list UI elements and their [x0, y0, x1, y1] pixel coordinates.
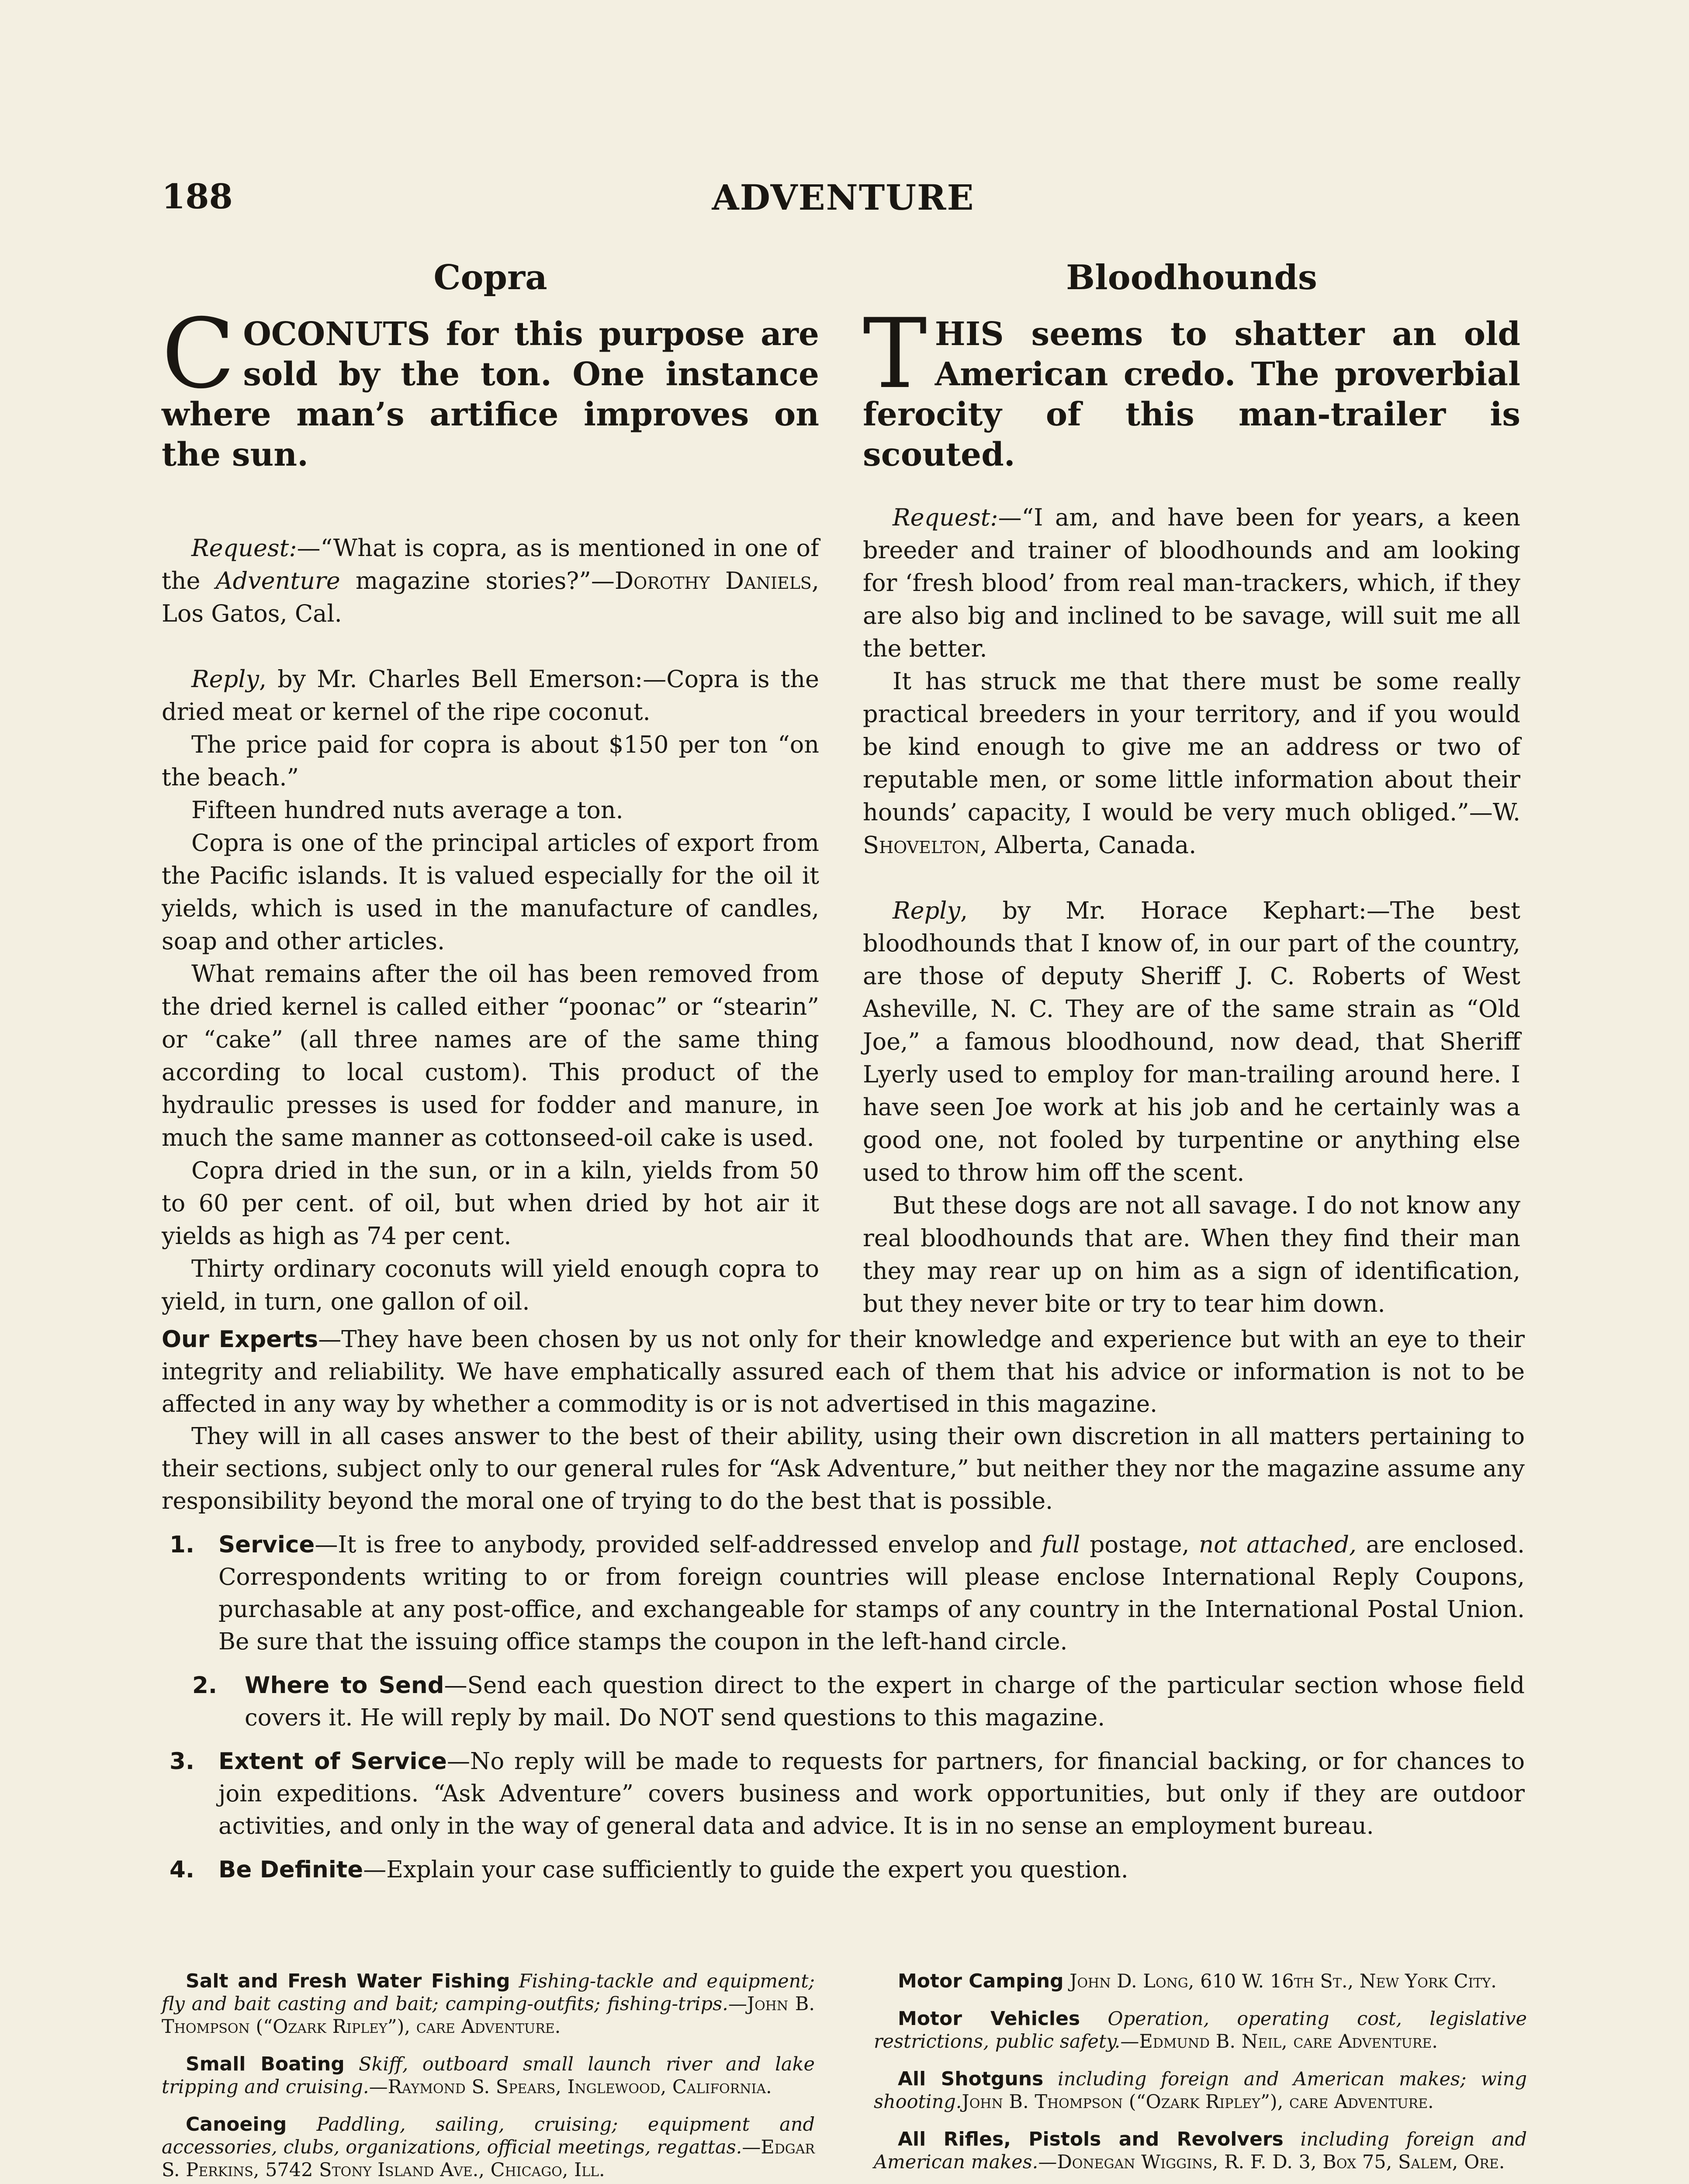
entry-description: including foreign and American makes. [874, 2129, 1527, 2173]
request-label: Request: [893, 504, 998, 531]
rule-text: —It is free to anybody, provided self-addressed envelop and [315, 1531, 1042, 1558]
copra-paragraph: Copra dried in the sun, or in a kiln, yields from 50 to 60 per cent. of oil, but when dried by hot air it yields as high as 74 per cent. [162, 1157, 819, 1250]
bloodhounds-request-2 [863, 665, 1520, 861]
rule-text: —No reply will be made to requests for partners, for financial backing, or for chances to join expeditions. “Ask Adventure” covers business and work opportunities, but only if they are outdoor activities, and only in the way of general data and advice. It is in no sense an employment bureau. [218, 1748, 1525, 1839]
request-text: —“I am, and have been for years, a keen breeder and trainer of bloodhounds and am looking for ‘fresh blood’ from real man-trackers, which, if they are also big and inclined to be savage, will suit me all the better. [863, 504, 1520, 662]
directory-entry [874, 2008, 1527, 2053]
bloodhounds-request [863, 501, 1520, 665]
rule-extent-of-service [162, 1745, 1525, 1842]
rule-number: 3. [170, 1748, 195, 1775]
copra-dropcap: C [162, 298, 235, 410]
rule-emphasis: full [1042, 1531, 1080, 1558]
bloodhounds-intro-text: HIS seems to shatter an old American credo. The proverbial ferocity of this man-trailer is scouted. [863, 315, 1520, 473]
entry-heading: Salt and Fresh Water Fishing [186, 1970, 510, 1992]
rule-lead: Where to Send [245, 1672, 444, 1699]
entry-heading: Motor Vehicles [898, 2008, 1080, 2030]
directory-entry [162, 1970, 815, 2038]
entry-expert: —Edgar S. Perkins, 5742 Stony Island Ave., Chicago, Ill. [162, 2136, 815, 2181]
bloodhounds-dropcap: T [863, 298, 927, 410]
copra-column [162, 258, 819, 1318]
copra-paragraph: Copra is one of the principal articles of export from the Pacific islands. It is valued especially for the oil it yields, which is used in the manufacture of candles, soap and other articles. [162, 829, 819, 955]
rule-be-definite [162, 1854, 1525, 1886]
entry-heading: Motor Camping [898, 1970, 1064, 1992]
entry-description: Paddling, sailing, cruising; equipment and accessories, clubs, organizations, official meetings, regattas. [162, 2114, 815, 2158]
copra-intro-text: OCONUTS for this purpose are sold by the ton. One instance where man’s artifice improves on the sun. [162, 315, 819, 473]
entry-expert: —Donegan Wiggins, R. F. D. 3, Box 75, Salem, Ore. [1038, 2151, 1505, 2173]
request-author: W. Shovelton [863, 798, 1520, 859]
experts-text: —They have been chosen by us not only for their knowledge and experience but with an eye to their integrity and reliability. We have emphatically assured each of them that his advice or information is not to be affected in any way by whether a commodity is or is not advertised in this magazine. [162, 1326, 1525, 1417]
rule-lead: Extent of Service [218, 1748, 447, 1775]
experts-lead: Our Experts [162, 1326, 318, 1353]
rule-number: 1. [170, 1531, 195, 1558]
rule-where-to-send [162, 1669, 1525, 1734]
rule-number: 2. [192, 1672, 218, 1699]
rule-text: are enclosed. Correspondents writing to or from foreign countries will please enclose International Reply Coupons, purchasable at any post-office, and exchangeable for stamps of any country in the International Postal Union. Be sure that the issuing office stamps the coupon in the left-hand circle. [218, 1531, 1525, 1655]
entry-heading: All Rifles, Pistols and Revolvers [898, 2128, 1284, 2150]
request-label: Request: [191, 534, 297, 562]
bloodhounds-title: Bloodhounds [1066, 258, 1317, 297]
bloodhounds-intro [863, 298, 1520, 475]
entry-description: including foreign and American makes; wing shooting. [874, 2068, 1527, 2113]
rule-emphasis: not attached, [1199, 1531, 1357, 1558]
copra-paragraph: Fifteen hundred nuts average a ton. [191, 796, 623, 824]
bloodhounds-reply [863, 894, 1520, 1189]
directory-entry [874, 2128, 1527, 2174]
rule-lead: Be Definite [218, 1856, 363, 1883]
request-author: Dorothy Daniels [614, 567, 812, 594]
copra-request [162, 532, 819, 630]
copra-paragraph: What remains after the oil has been removed from the dried kernel is called either “poonac” or “stearin” or “cake” (all three names are of the same thing according to local custom). This product of the hydraulic presses is used for fodder and manure, in much the same manner as cottonseed-oil cake is used. [162, 960, 819, 1151]
experts-paragraph-2: They will in all cases answer to the best of their ability, using their own discretion in all matters pertaining to their sections, subject only to our general rules for “Ask Adventure,” but neither they nor the magazine assume any responsibility beyond the moral one of trying to do the best that is possible. [162, 1423, 1525, 1514]
page-number: 188 [162, 177, 233, 217]
rule-number: 4. [170, 1856, 195, 1883]
page-header [162, 177, 1525, 225]
reply-text: , by Mr. Horace Kephart:—The best bloodhounds that I know of, in our part of the country, are those of deputy Sheriff J. C. Roberts of West Asheville, N. C. They are of the same strain as “Old Joe,” a famous bloodhound, now dead, that Sheriff Lyerly used to employ for man-trailing around here. I have seen Joe work at his job and he certainly was a good one, not fooled by turpentine or anything else used to throw him off the scent. [863, 897, 1520, 1186]
request-place: , Los Gatos, Cal. [162, 567, 820, 627]
copra-intro [162, 298, 819, 475]
rule-text: postage, [1080, 1531, 1199, 1558]
entry-heading: All Shotguns [898, 2068, 1044, 2090]
expert-directory-left [162, 1970, 815, 2184]
copra-paragraph: The price paid for copra is about $150 per ton “on the beach.” [162, 731, 819, 791]
entry-description: Skiff, outboard small launch river and lake tripping and cruising. [162, 2053, 815, 2098]
entry-expert: John B. Thompson (“Ozark Ripley”), care Adventure. [962, 2091, 1434, 2113]
request-text-2: It has struck me that there must be some really practical breeders in your territory, and if you would be kind enough to give me an address or two of reputable men, or some little information about their hounds’ capacity, I would be very much obliged.”— [863, 667, 1520, 826]
rule-text: —Explain your case sufficiently to guide the expert you question. [363, 1856, 1128, 1883]
entry-expert: John D. Long, 610 W. 16th St., New York City. [1069, 1970, 1497, 1992]
directory-entry [874, 1970, 1527, 1993]
directory-entry [874, 2068, 1527, 2113]
running-title: ADVENTURE [712, 177, 975, 218]
request-place: , Alberta, Canada. [979, 831, 1197, 859]
bloodhounds-reply-2: But these dogs are not all savage. I do not know any real bloodhounds that are. When they find their man they may rear up on him as a sign of identification, but they never bite or try to tear him down. [863, 1192, 1520, 1317]
entry-description: Fishing-tackle and equipment; fly and bait casting and bait; camping-outfits; fishing-trips. [162, 1970, 815, 2015]
copra-paragraph: Thirty ordinary coconuts will yield enough copra to yield, in turn, one gallon of oil. [162, 1255, 819, 1315]
request-text-2: magazine stories?”— [340, 567, 615, 594]
entry-heading: Canoeing [186, 2113, 287, 2136]
expert-directory-right [874, 1970, 1527, 2184]
entry-description: Operation, operating cost, legislative restrictions, public safety. [874, 2008, 1527, 2053]
magazine-name: Adventure [215, 567, 340, 594]
rule-service [162, 1529, 1525, 1658]
reply-label: Reply [893, 897, 960, 924]
reply-label: Reply [191, 665, 259, 693]
rule-lead: Service [218, 1531, 315, 1558]
reply-text: , by Mr. Charles Bell Emerson:—Copra is the dried meat or kernel of the ripe coconut. [162, 665, 819, 726]
rule-text: —Send each question direct to the expert in charge of the particular section whose field covers it. He will reply by mail. Do NOT send questions to this magazine. [245, 1672, 1525, 1731]
directory-entry [162, 2113, 815, 2181]
experts-paragraph [162, 1324, 1525, 1420]
experts-notice [162, 1324, 1525, 1886]
entry-expert: —John B. Thompson (“Ozark Ripley”), care Adventure. [162, 1993, 815, 2038]
copra-reply [162, 663, 819, 728]
entry-expert: —Raymond S. Spears, Inglewood, California. [369, 2076, 772, 2098]
copra-title: Copra [433, 258, 547, 297]
entry-heading: Small Boating [186, 2053, 345, 2075]
directory-entry [162, 2053, 815, 2098]
request-text: —“What is copra, as is mentioned in one of the [162, 534, 819, 594]
bloodhounds-column [863, 258, 1520, 1320]
entry-expert: —Edmund B. Neil, care Adventure. [1120, 2031, 1438, 2053]
